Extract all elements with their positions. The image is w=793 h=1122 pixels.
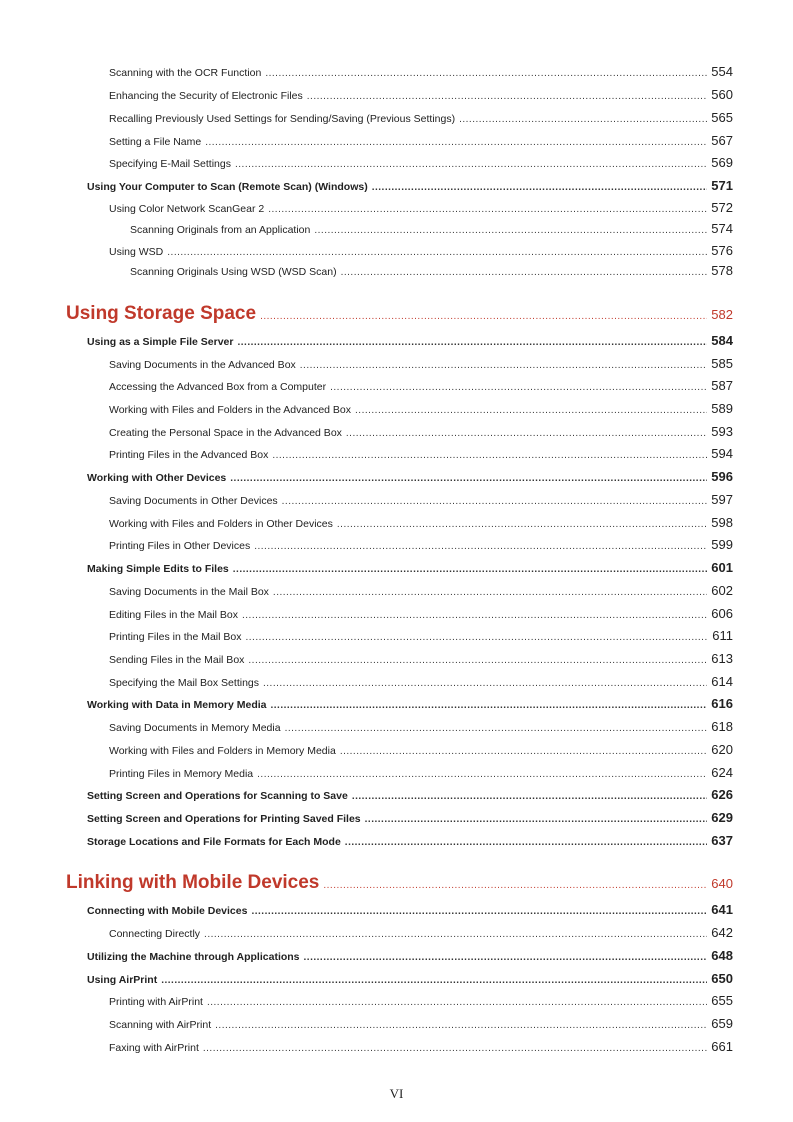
toc-entry-title: Working with Other Devices (87, 472, 227, 484)
toc-entry-title: Using Color Network ScanGear 2 (109, 203, 265, 215)
toc-entry-page: 616 (711, 696, 733, 711)
toc-entry[interactable] (109, 110, 733, 125)
toc-entry-title: Using WSD (109, 246, 164, 258)
dot-leader (272, 450, 707, 461)
dot-leader (251, 906, 707, 917)
toc-entry-title: Scanning Originals from an Application (130, 224, 311, 236)
toc-entry-page: 593 (711, 424, 733, 439)
toc-entry-title: Using Your Computer to Scan (Remote Scan) (Windows) (87, 181, 368, 193)
dot-leader (304, 952, 708, 963)
toc-entry[interactable] (87, 696, 733, 711)
toc-entry[interactable] (87, 560, 733, 575)
toc-entry-page: 572 (711, 200, 733, 215)
toc-entry-page: 620 (711, 742, 733, 757)
toc-entry-title: Specifying E-Mail Settings (109, 158, 231, 170)
toc-entry[interactable] (109, 765, 733, 780)
dot-leader (204, 929, 707, 940)
toc-entry-title: Saving Documents in the Mail Box (109, 586, 269, 598)
dot-leader (233, 564, 708, 575)
toc-entry-title: Editing Files in the Mail Box (109, 609, 238, 621)
toc-entry[interactable] (87, 787, 733, 802)
toc-entry[interactable] (87, 178, 733, 193)
toc-entry-page: 642 (711, 925, 733, 940)
toc-entry[interactable] (87, 833, 733, 848)
dot-leader (330, 382, 707, 393)
toc-entry-title: Sending Files in the Mail Box (109, 654, 245, 666)
dot-leader (205, 137, 707, 148)
toc-entry-page: 594 (711, 446, 733, 461)
toc-entry-title: Using as a Simple File Server (87, 336, 234, 348)
toc-entry-title: Specifying the Mail Box Settings (109, 677, 259, 689)
toc-entry-page: 565 (711, 110, 733, 125)
toc-entry-title: Recalling Previously Used Settings for Sending/Saving (Previous Settings) (109, 113, 456, 125)
dot-leader (215, 1020, 707, 1031)
toc-entry[interactable] (109, 628, 733, 643)
toc-entry-page: 629 (711, 810, 733, 825)
toc-entry-title: Printing Files in Memory Media (109, 768, 254, 780)
toc-entry-page: 569 (711, 155, 733, 170)
toc-entry-title: Saving Documents in Memory Media (109, 722, 281, 734)
dot-leader (257, 769, 707, 780)
toc-entry-title: Saving Documents in the Advanced Box (109, 359, 296, 371)
dot-leader (355, 405, 707, 416)
toc-entry-page: 571 (711, 178, 733, 193)
toc-entry-page: 598 (711, 515, 733, 530)
toc-entry-page: 613 (711, 651, 733, 666)
toc-entry-page: 597 (711, 492, 733, 507)
toc-entry-page: 648 (711, 948, 733, 963)
dot-leader (161, 975, 707, 986)
dot-leader (365, 814, 708, 825)
toc-entry[interactable] (109, 200, 733, 215)
dot-leader (273, 587, 707, 598)
toc-entry-title: Linking with Mobile Devices (66, 872, 320, 893)
toc-entry[interactable] (87, 902, 733, 917)
toc-entry-page: 554 (711, 64, 733, 79)
toc-entry[interactable] (109, 133, 733, 148)
toc-entry[interactable] (109, 64, 733, 79)
dot-leader (254, 541, 707, 552)
toc-entry-title: Creating the Personal Space in the Advanced Box (109, 427, 342, 439)
toc-entry[interactable] (87, 469, 733, 484)
dot-leader (323, 880, 707, 891)
toc-entry-title: Working with Files and Folders in Other Devices (109, 518, 333, 530)
toc-entry-title: Utilizing the Machine through Applications (87, 951, 300, 963)
toc-entry[interactable] (109, 651, 733, 666)
toc-entry[interactable] (109, 155, 733, 170)
dot-leader (314, 225, 707, 236)
toc-entry-page: 641 (711, 902, 733, 917)
toc-entry[interactable] (109, 424, 733, 439)
toc-entry[interactable] (109, 492, 733, 507)
dot-leader (230, 473, 707, 484)
dot-leader (345, 837, 708, 848)
toc-entry-page: 587 (711, 378, 733, 393)
toc-entry[interactable] (87, 333, 733, 348)
toc-entry-page: 576 (711, 243, 733, 258)
toc-entry-title: Connecting with Mobile Devices (87, 905, 248, 917)
toc-entry-title: Working with Files and Folders in the Advanced Box (109, 404, 352, 416)
toc-entry[interactable] (109, 925, 733, 940)
dot-leader (459, 114, 707, 125)
toc-entry-page: 626 (711, 787, 733, 802)
toc-entry-page: 589 (711, 401, 733, 416)
toc-entry-page: 655 (711, 993, 733, 1008)
toc-entry-page: 578 (711, 263, 733, 278)
toc-entry[interactable] (109, 446, 733, 461)
toc-entry-title: Scanning Originals Using WSD (WSD Scan) (130, 266, 337, 278)
dot-leader (341, 267, 708, 278)
dot-leader (167, 247, 707, 258)
toc-entry[interactable] (130, 221, 733, 236)
toc-entry-title: Scanning with AirPrint (109, 1019, 212, 1031)
dot-leader (307, 91, 708, 102)
toc-entry-page: 599 (711, 537, 733, 552)
toc-entry-title: Connecting Directly (109, 928, 201, 940)
toc-entry-title: Setting Screen and Operations for Scanning to Save (87, 790, 348, 802)
toc-entry-title: Working with Files and Folders in Memory Media (109, 745, 336, 757)
toc-entry[interactable] (109, 537, 733, 552)
toc-entry-title: Using Storage Space (66, 303, 257, 324)
toc-entry[interactable] (130, 263, 733, 278)
dot-leader (235, 159, 707, 170)
toc-entry-page: 601 (711, 560, 733, 575)
toc-entry[interactable] (87, 810, 733, 825)
dot-leader (271, 700, 708, 711)
toc-entry[interactable] (109, 87, 733, 102)
toc-entry-title: Working with Data in Memory Media (87, 699, 267, 711)
toc-entry-title: Printing with AirPrint (109, 996, 203, 1008)
toc-section-heading[interactable] (66, 872, 733, 894)
toc-entry-title: Printing Files in Other Devices (109, 540, 251, 552)
toc-entry[interactable] (109, 606, 733, 621)
toc-entry-page: 637 (711, 833, 733, 848)
toc-entry-page: 584 (711, 333, 733, 348)
page-number: VI (389, 1086, 404, 1101)
dot-leader (268, 204, 707, 215)
dot-leader (265, 68, 707, 79)
toc-entry-page: 585 (711, 356, 733, 371)
toc-entry-title: Making Simple Edits to Files (87, 563, 229, 575)
toc-entry-page: 606 (711, 606, 733, 621)
toc-entry-title: Setting a File Name (109, 136, 202, 148)
dot-leader (282, 496, 708, 507)
toc-entry-title: Enhancing the Security of Electronic Files (109, 90, 303, 102)
toc-entry-page: 611 (712, 628, 733, 643)
toc-entry-title: Printing Files in the Advanced Box (109, 449, 269, 461)
dot-leader (248, 655, 707, 666)
toc-section-heading[interactable] (66, 303, 733, 325)
dot-leader (337, 519, 707, 530)
toc-entry[interactable] (109, 719, 733, 734)
toc-entry-page: 596 (711, 469, 733, 484)
toc-entry[interactable] (109, 356, 733, 371)
toc-entry-title: Accessing the Advanced Box from a Computer (109, 381, 327, 393)
toc-entry-title: Scanning with the OCR Function (109, 67, 262, 79)
toc-entry-title: Setting Screen and Operations for Printing Saved Files (87, 813, 361, 825)
dot-leader (352, 791, 707, 802)
toc-entry[interactable] (109, 1039, 733, 1054)
toc-entry-title: Printing Files in the Mail Box (109, 631, 242, 643)
toc-entry-page: 602 (711, 583, 733, 598)
toc-entry[interactable] (109, 1016, 733, 1031)
toc-entry[interactable] (109, 378, 733, 393)
toc-entry[interactable] (109, 993, 733, 1008)
dot-leader (340, 746, 707, 757)
toc-entry[interactable] (109, 515, 733, 530)
toc-entry-title: Faxing with AirPrint (109, 1042, 199, 1054)
toc-entry-page: 618 (711, 719, 733, 734)
toc-entry[interactable] (109, 742, 733, 757)
toc-entry[interactable] (109, 674, 733, 689)
toc-entry-page: 574 (711, 221, 733, 236)
dot-leader (207, 997, 707, 1008)
dot-leader (263, 678, 707, 689)
dot-leader (245, 632, 708, 643)
dot-leader (300, 360, 708, 371)
toc-entry-title: Using AirPrint (87, 974, 158, 986)
toc-entry-title: Storage Locations and File Formats for Each Mode (87, 836, 341, 848)
toc-entry[interactable] (87, 948, 733, 963)
toc-entry-page: 614 (711, 674, 733, 689)
dot-leader (242, 610, 707, 621)
toc-entry-page: 661 (711, 1039, 733, 1054)
toc-entry-page: 659 (711, 1016, 733, 1031)
toc-entry-page: 567 (711, 133, 733, 148)
toc-entry-page: 650 (711, 971, 733, 986)
toc-entry-page: 640 (711, 876, 733, 891)
dot-leader (203, 1043, 707, 1054)
toc-entry[interactable] (109, 243, 733, 258)
toc-entry[interactable] (109, 401, 733, 416)
toc-entry-page: 560 (711, 87, 733, 102)
dot-leader (285, 723, 708, 734)
dot-leader (346, 428, 707, 439)
toc-entry-title: Saving Documents in Other Devices (109, 495, 278, 507)
toc-entry-page: 582 (711, 307, 733, 322)
toc-entry[interactable] (109, 583, 733, 598)
dot-leader (260, 311, 707, 322)
dot-leader (372, 182, 708, 193)
toc-entry[interactable] (87, 971, 733, 986)
dot-leader (237, 337, 707, 348)
toc-entry-page: 624 (711, 765, 733, 780)
